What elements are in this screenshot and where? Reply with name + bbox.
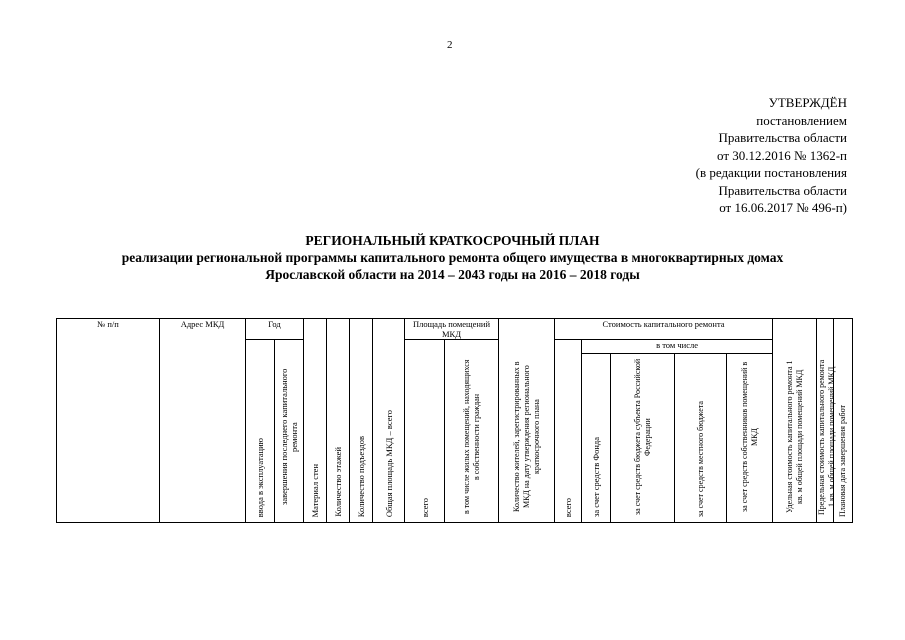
header-deadline: Плановая дата завершения работ: [834, 319, 853, 523]
approval-line: (в редакции постановления: [695, 165, 847, 180]
header-premises-total: всего: [405, 340, 445, 523]
header-cost-including: в том числе: [582, 340, 773, 354]
approval-line: от 30.12.2016 № 1362-п: [717, 147, 847, 163]
header-floors: Количество этажей: [327, 319, 350, 523]
header-wall-material: Материал стен: [304, 319, 327, 523]
header-premises-residential: в том числе жилых помещений, находящихся в собственности граждан: [445, 340, 499, 523]
header-max-cost: Предельная стоимость капитального ремонта 1 кв. м общей площади помещений МКД: [817, 319, 834, 523]
header-cost-total: всего: [555, 340, 582, 523]
title-line-2: реализации региональной программы капитального ремонта общего имущества в многоквартирных домах: [121, 250, 784, 265]
header-number: № п/п: [57, 319, 160, 523]
page-number: 2: [447, 39, 453, 51]
header-cost-local-budget: за счет средств местного бюджета: [675, 354, 727, 523]
header-unit-cost: Удельная стоимость капитального ремонта 1 кв. м общей площади помещений МКД: [773, 319, 817, 523]
header-cost: Стоимость капитального ремонта: [555, 319, 773, 340]
header-total-area: Общая площадь МКД – всего: [373, 319, 405, 523]
header-premises-area: Площадь помещений МКД: [405, 319, 499, 340]
header-cost-owners: за счет средств собственников помещений в МКД: [727, 354, 773, 523]
header-year-commission: ввода в эксплуатацию: [246, 340, 275, 523]
header-address: Адрес МКД: [160, 319, 246, 523]
approval-line: Правительства области: [718, 130, 847, 145]
title-line-3: Ярославской области на 2014 – 2043 годы на 2016 – 2018 годы: [265, 267, 640, 282]
approval-stamp: [696, 94, 847, 217]
approval-line: постановлением: [756, 112, 847, 128]
plan-table: [56, 318, 853, 523]
header-residents: Количество жителей, зарегистрированных в МКД на дату утверждения регионального краткосрочного плана: [499, 319, 555, 523]
approval-line: Правительства области: [718, 182, 847, 198]
approval-line: УТВЕРЖДЁН: [768, 95, 847, 110]
header-cost-fund: за счет средств Фонда: [582, 354, 611, 523]
header-entrances: Количество подъездов: [350, 319, 373, 523]
title-line-1: РЕГИОНАЛЬНЫЙ КРАТКОСРОЧНЫЙ ПЛАН: [305, 233, 600, 248]
document-title: [40, 232, 865, 283]
header-year: Год: [246, 319, 304, 340]
header-cost-subject-budget: за счет средств бюджета субъекта Российской Федерации: [611, 354, 675, 523]
header-year-last-repair: завершения последнего капитального ремонта: [275, 340, 304, 523]
approval-line: от 16.06.2017 № 496-п): [719, 200, 847, 215]
